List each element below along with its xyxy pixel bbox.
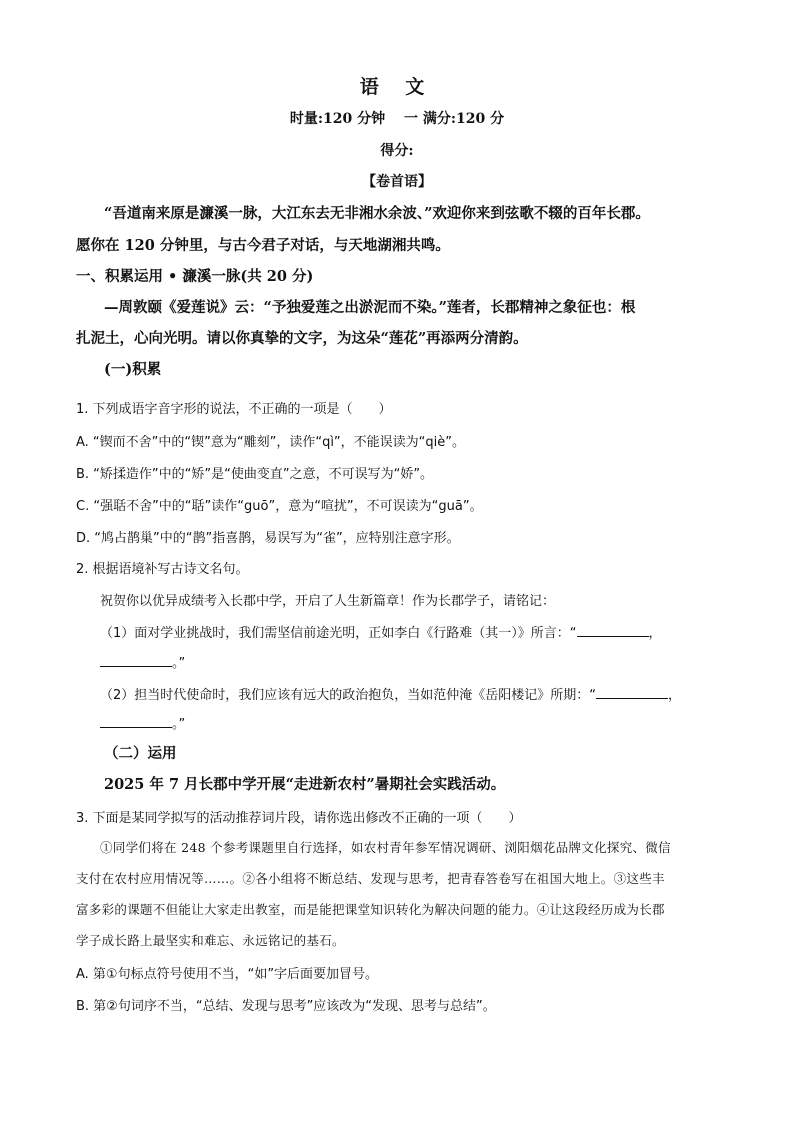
activity-heading: 2025 年 7 月长郡中学开展“走进新农村”暑期社会实践活动。 — [104, 776, 506, 793]
intro-line-2: 愿你在 120 分钟里，与古今君子对话，与天地湖湘共鸣。 — [76, 237, 450, 254]
question-2-item-1-end: 。” — [172, 656, 186, 671]
section-1-heading: 一、积累运用 • 濂溪一脉(共 20 分) — [76, 268, 314, 285]
question-3-stem: 3. 下面是某同学拟写的活动推荐词片段，请你选出修改不正确的一项（ ） — [76, 811, 522, 826]
subsection-application: （二）运用 — [104, 745, 177, 762]
question-2-item-2-cont — [100, 713, 185, 732]
section-1-para-line-2: 扎泥土，心向光明。请以你真挚的文字，为这朵“莲花”再添两分清韵。 — [76, 330, 528, 347]
exam-meta: 时量:120 分钟 一 满分:120 分 — [289, 111, 505, 127]
preface-heading: 【卷首语】 — [362, 174, 432, 190]
question-1-stem: 1. 下列成语字音字形的说法，不正确的一项是（ ） — [76, 402, 392, 417]
question-2-item-2-end: 。” — [172, 717, 186, 732]
subsection-accumulation: (一)积累 — [104, 361, 162, 378]
question-3-passage-line-4: 学子成长路上最坚实和难忘、永远铭记的基石。 — [76, 933, 345, 948]
answer-blank[interactable] — [100, 654, 172, 667]
section-1-para-line-1: —周敦颐《爱莲说》云：“予独爱莲之出淤泥而不染。”莲者，长郡精神之象征也：根 — [104, 299, 636, 316]
question-2-item-1: （1）面对学业挑战时，我们需坚信前途光明，正如李白《行路难（其一）》所言：“ ， — [100, 626, 662, 641]
question-3-option-a: A. 第①句标点符号使用不当，“如”字后面要加冒号。 — [76, 967, 379, 982]
score-label: 得分: — [380, 143, 414, 159]
question-3-passage-line-2: 支付在农村应用情况等……。②各小组将不断总结、发现与思考，把青春答卷写在祖国大地上。③这些丰 — [76, 871, 665, 886]
question-1-option-d: D. “鸠占鹊巢”中的“鹊”指喜鹊，易误写为“雀”，应特别注意字形。 — [76, 531, 460, 546]
answer-blank[interactable] — [577, 624, 649, 637]
question-2-stem: 2. 根据语境补写古诗文名句。 — [76, 562, 249, 577]
intro-line-1: “吾道南来原是濂溪一脉，大江东去无非湘水余波、”欢迎你来到弦歌不辍的百年长郡。 — [104, 205, 650, 222]
question-1-option-a: A. “锲而不舍”中的“锲”意为“雕刻”，读作“qì”，不能误读为“qiè”。 — [76, 435, 466, 450]
question-2-item-1-text: （1）面对学业挑战时，我们需坚信前途光明，正如李白《行路难（其一）》所言：“ — [100, 626, 577, 641]
question-2-context: 祝贺你以优异成绩考入长郡中学，开启了人生新篇章！作为长郡学子，请铭记： — [100, 594, 556, 609]
question-3-option-b: B. 第②句词序不当，“总结、发现与思考”应该改为“发现、思考与总结”。 — [76, 999, 496, 1014]
question-3-passage-line-1: ①同学们将在 248 个参考课题里自行选择，如农村青年参军情况调研、浏阳烟花品牌文化探究、微信 — [100, 840, 671, 855]
question-2-item-1-cont — [100, 652, 185, 671]
question-1-option-b: B. “矫揉造作”中的“矫”是“使曲变直”之意，不可误写为“娇”。 — [76, 467, 434, 482]
question-1-option-c: C. “强聒不舍”中的“聒”读作“guō”，意为“喧扰”，不可误读为“guā”。 — [76, 499, 483, 514]
question-3-passage-line-3: 富多彩的课题不但能让大家走出教室，而是能把课堂知识转化为解决问题的能力。④让这段经历成为长郡 — [76, 902, 665, 917]
question-2-item-2: （2）担当时代使命时，我们应该有远大的政治抱负，当如范仲淹《岳阳楼记》所期：“ ， — [100, 688, 682, 703]
answer-blank[interactable] — [596, 686, 668, 699]
question-2-item-2-text: （2）担当时代使命时，我们应该有远大的政治抱负，当如范仲淹《岳阳楼记》所期：“ — [100, 688, 597, 703]
answer-blank[interactable] — [100, 715, 172, 728]
page-title: 语 文 — [359, 76, 435, 98]
